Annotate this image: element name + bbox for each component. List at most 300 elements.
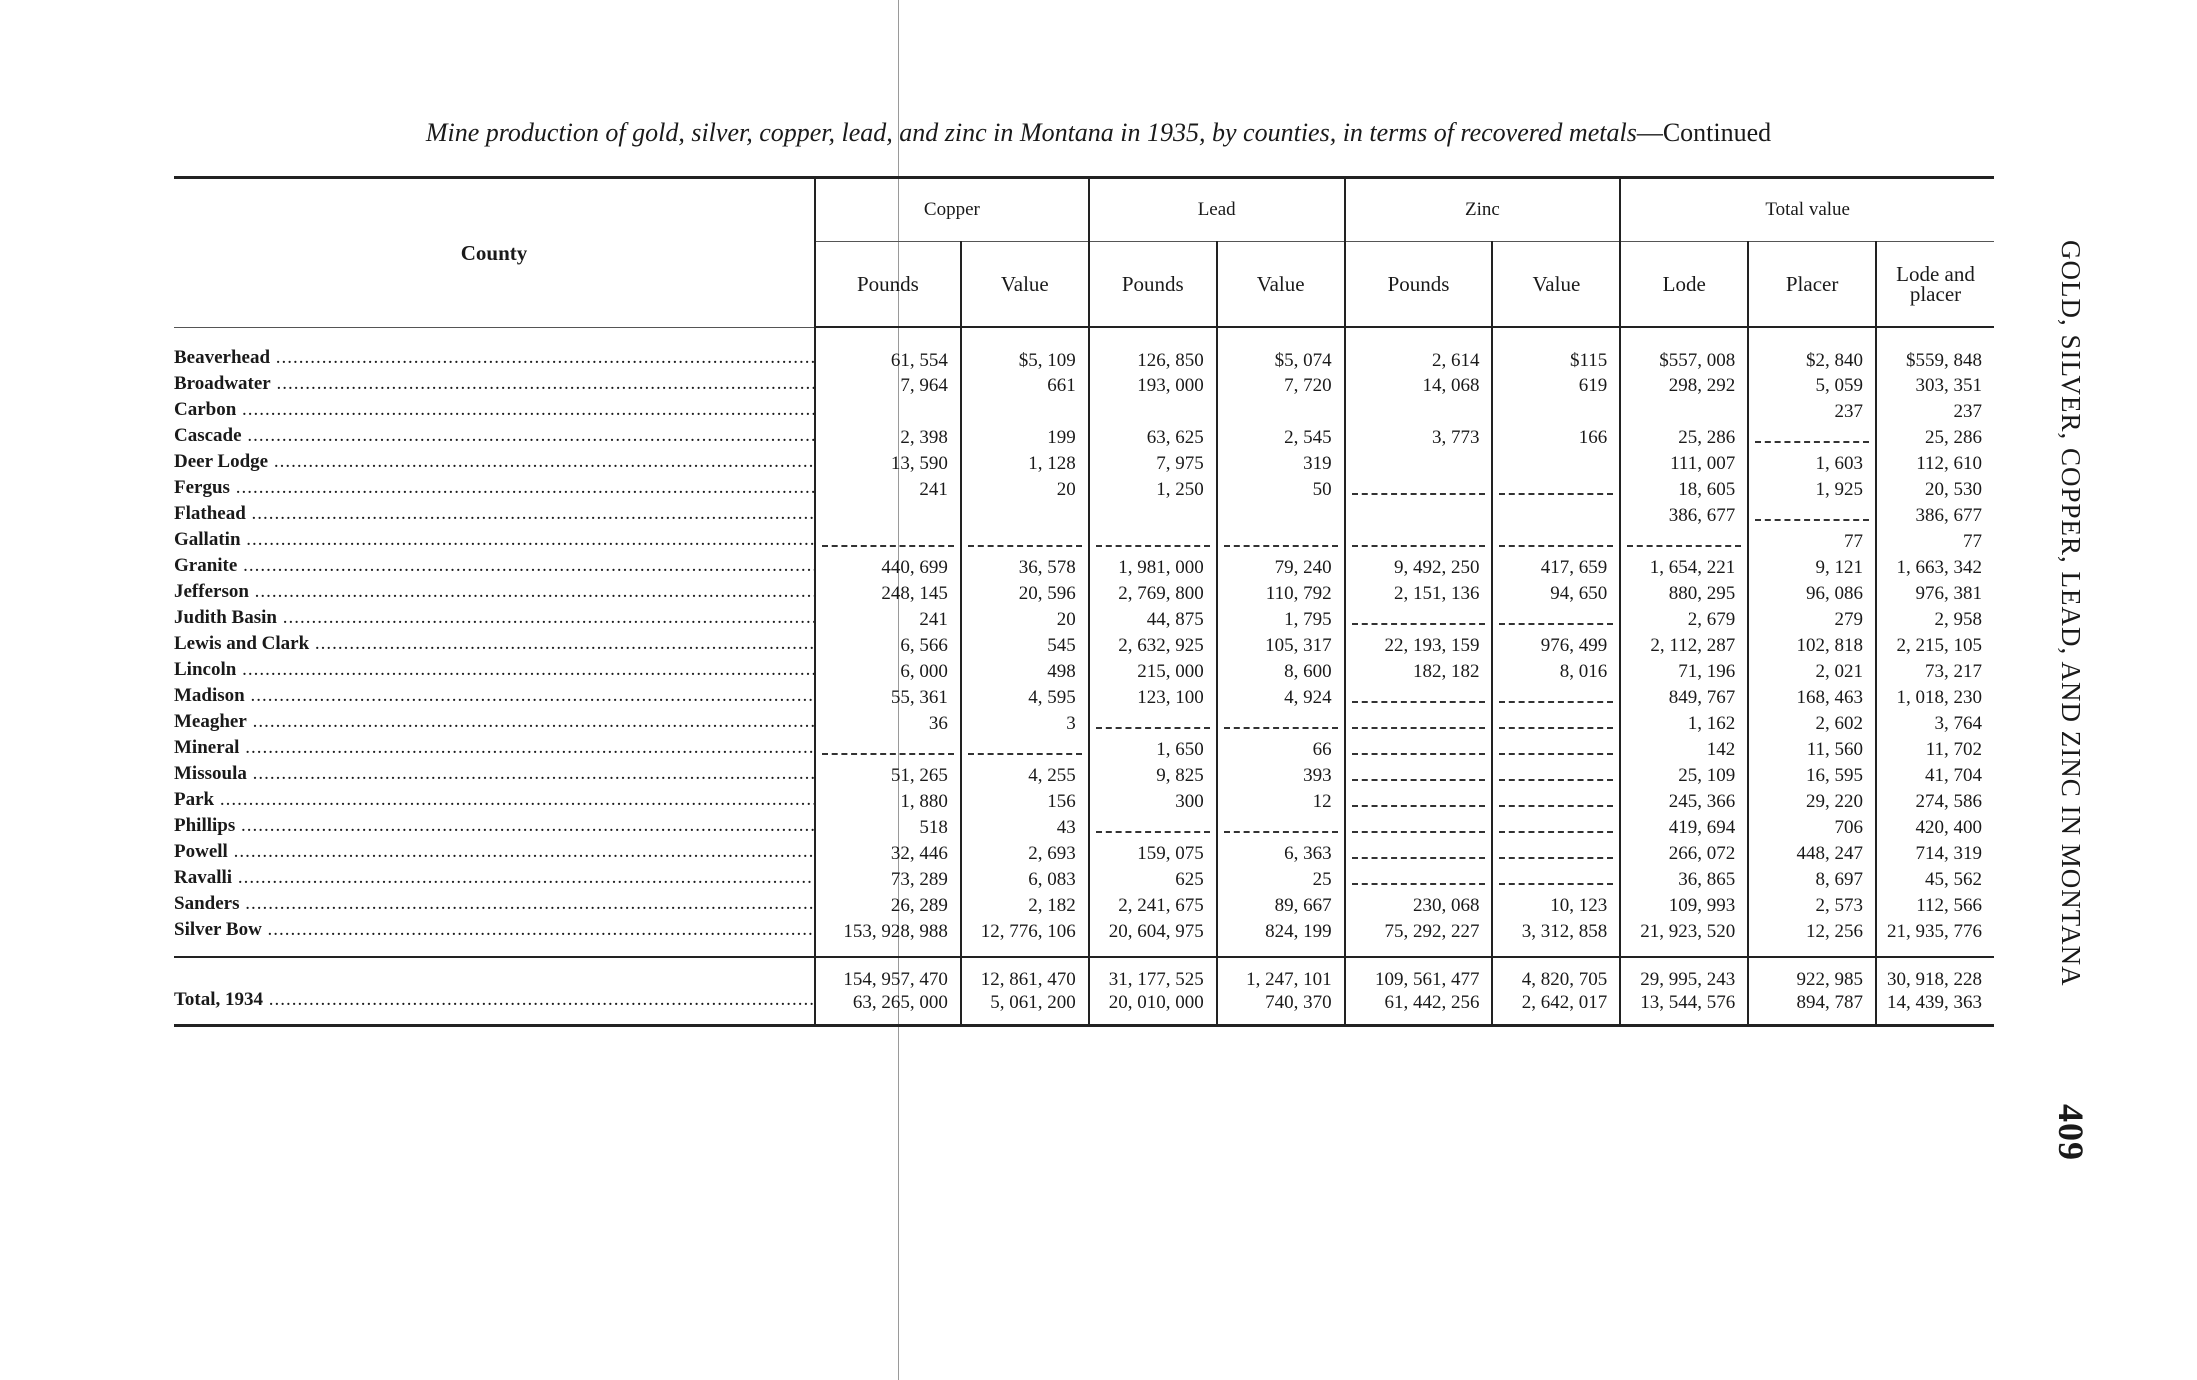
- county-name: [174, 530, 815, 556]
- table-cell: 7, 975: [1089, 452, 1217, 478]
- table-row: [174, 712, 1994, 738]
- dash-leader: [1352, 535, 1486, 547]
- table-row: [174, 920, 1994, 957]
- table-cell: 26, 289: [815, 894, 961, 920]
- table-cell: 36, 865: [1620, 868, 1748, 894]
- table-cell: 25, 286: [1876, 426, 1994, 452]
- dash-leader: [968, 743, 1082, 755]
- table-cell: 29, 220: [1748, 790, 1876, 816]
- table-row: [174, 582, 1994, 608]
- table-cell: 11, 560: [1748, 738, 1876, 764]
- empty-cell-leader: [1492, 712, 1620, 738]
- table-cell: 303, 351: [1876, 374, 1994, 400]
- table-cell: 386, 677: [1876, 504, 1994, 530]
- table-cell: 2, 602: [1748, 712, 1876, 738]
- table-cell: 13, 544, 576: [1620, 990, 1748, 1026]
- subheader-zinc-pounds: Pounds: [1345, 242, 1493, 328]
- empty-cell-leader: [1345, 530, 1493, 556]
- table-cell: [1345, 504, 1493, 530]
- empty-cell-leader: [1492, 530, 1620, 556]
- empty-cell-leader: [815, 738, 961, 764]
- table-cell: $5, 074: [1217, 327, 1345, 374]
- table-cell: 112, 610: [1876, 452, 1994, 478]
- table-cell: 922, 985: [1748, 957, 1876, 991]
- table-row: [174, 530, 1994, 556]
- table-cell: 2, 182: [961, 894, 1089, 920]
- table-row: [174, 556, 1994, 582]
- table-cell: 73, 217: [1876, 660, 1994, 686]
- table-totals: [174, 957, 1994, 1026]
- dash-leader: [1499, 847, 1613, 859]
- table-cell: $5, 109: [961, 327, 1089, 374]
- table-row: [174, 374, 1994, 400]
- table-cell: 112, 566: [1876, 894, 1994, 920]
- table-cell: 498: [961, 660, 1089, 686]
- table-cell: 279: [1748, 608, 1876, 634]
- table-cell: 1, 162: [1620, 712, 1748, 738]
- table-cell: 111, 007: [1620, 452, 1748, 478]
- table-cell: 77: [1876, 530, 1994, 556]
- table-cell: 105, 317: [1217, 634, 1345, 660]
- county-name: [174, 452, 815, 478]
- empty-cell-leader: [1492, 738, 1620, 764]
- dash-leader: [968, 535, 1082, 547]
- empty-cell-leader: [1492, 842, 1620, 868]
- table-cell: 3, 312, 858: [1492, 920, 1620, 957]
- county-name: [174, 764, 815, 790]
- table-row: [174, 686, 1994, 712]
- county-label: Lincoln .....: [174, 660, 814, 681]
- table-cell: 448, 247: [1748, 842, 1876, 868]
- county-name: [174, 790, 815, 816]
- table-cell: 625: [1089, 868, 1217, 894]
- county-label: Powell .....: [174, 842, 814, 863]
- table-cell: [1620, 400, 1748, 426]
- table-cell: 75, 292, 227: [1345, 920, 1493, 957]
- county-name: [174, 426, 815, 452]
- table-cell: 6, 000: [815, 660, 961, 686]
- table-row: [174, 790, 1994, 816]
- table-row: [174, 738, 1994, 764]
- table-cell: 20: [961, 478, 1089, 504]
- county-label: Jefferson .....: [174, 582, 814, 603]
- table-cell: 159, 075: [1089, 842, 1217, 868]
- table-cell: 248, 145: [815, 582, 961, 608]
- county-label: Park .....: [174, 790, 814, 811]
- dash-leader: [1352, 717, 1486, 729]
- table-row: [174, 452, 1994, 478]
- county-name: [174, 816, 815, 842]
- title-continued: —Continued: [1636, 118, 1772, 147]
- table-cell: 44, 875: [1089, 608, 1217, 634]
- table-cell: 31, 177, 525: [1089, 957, 1217, 991]
- table-cell: 1, 925: [1748, 478, 1876, 504]
- table-cell: 619: [1492, 374, 1620, 400]
- table-cell: 1, 603: [1748, 452, 1876, 478]
- county-name: [174, 842, 815, 868]
- dash-leader: [1627, 535, 1741, 547]
- table-cell: 102, 818: [1748, 634, 1876, 660]
- table-cell: 32, 446: [815, 842, 961, 868]
- empty-cell-leader: [961, 530, 1089, 556]
- empty-cell-leader: [815, 530, 961, 556]
- empty-cell-leader: [1492, 868, 1620, 894]
- table-cell: 241: [815, 478, 961, 504]
- empty-cell-leader: [1089, 712, 1217, 738]
- empty-cell-leader: [1748, 426, 1876, 452]
- county-label: Silver Bow .....: [174, 920, 814, 941]
- dash-leader: [1096, 717, 1210, 729]
- table-cell: 63, 265, 000: [815, 990, 961, 1026]
- running-header-text: GOLD, SILVER, COPPER, LEAD, AND ZINC IN MONTANA: [2056, 240, 2086, 987]
- table-cell: 18, 605: [1620, 478, 1748, 504]
- table-cell: 9, 825: [1089, 764, 1217, 790]
- dash-leader: [822, 743, 954, 755]
- dash-leader: [1499, 483, 1613, 495]
- table-cell: [1217, 400, 1345, 426]
- table-cell: $559, 848: [1876, 327, 1994, 374]
- running-header: [2050, 240, 2092, 1161]
- group-header-zinc: Zinc: [1345, 178, 1621, 242]
- dash-leader: [1224, 535, 1338, 547]
- table-cell: 8, 600: [1217, 660, 1345, 686]
- empty-cell-leader: [1345, 868, 1493, 894]
- table-cell: 4, 924: [1217, 686, 1345, 712]
- table-row: [174, 400, 1994, 426]
- table-cell: [1217, 504, 1345, 530]
- empty-cell-leader: [1492, 764, 1620, 790]
- table-cell: 182, 182: [1345, 660, 1493, 686]
- table-cell: [961, 400, 1089, 426]
- table-cell: 77: [1748, 530, 1876, 556]
- table-cell: 7, 964: [815, 374, 961, 400]
- table-cell: 230, 068: [1345, 894, 1493, 920]
- county-name: [174, 634, 815, 660]
- empty-cell-leader: [1089, 530, 1217, 556]
- table-cell: 199: [961, 426, 1089, 452]
- table-cell: 154, 957, 470: [815, 957, 961, 991]
- table-cell: 16, 595: [1748, 764, 1876, 790]
- table-cell: 20: [961, 608, 1089, 634]
- table-cell: 2, 769, 800: [1089, 582, 1217, 608]
- dash-leader: [1499, 691, 1613, 703]
- table-cell: 1, 981, 000: [1089, 556, 1217, 582]
- table-cell: 2, 241, 675: [1089, 894, 1217, 920]
- table-row: [174, 634, 1994, 660]
- table-cell: 89, 667: [1217, 894, 1345, 920]
- dash-leader: [1352, 691, 1486, 703]
- table-cell: 61, 554: [815, 327, 961, 374]
- county-label: Meagher .....: [174, 712, 814, 733]
- table-cell: 8, 697: [1748, 868, 1876, 894]
- dash-leader: [1755, 431, 1869, 443]
- county-label: Flathead .....: [174, 504, 814, 525]
- table-cell: 6, 566: [815, 634, 961, 660]
- county-label: Phillips .....: [174, 816, 814, 837]
- dash-leader: [1352, 483, 1486, 495]
- table-cell: 30, 918, 228: [1876, 957, 1994, 991]
- table-cell: 237: [1876, 400, 1994, 426]
- table-cell: 300: [1089, 790, 1217, 816]
- table-cell: 2, 021: [1748, 660, 1876, 686]
- table-cell: 153, 928, 988: [815, 920, 961, 957]
- table-row: [174, 842, 1994, 868]
- table-cell: 5, 059: [1748, 374, 1876, 400]
- table-cell: 2, 112, 287: [1620, 634, 1748, 660]
- empty-cell-leader: [1345, 686, 1493, 712]
- table-cell: 12, 776, 106: [961, 920, 1089, 957]
- subheader-lode: Lode: [1620, 242, 1748, 328]
- dash-leader: [1352, 613, 1486, 625]
- subheader-lead-value: Value: [1217, 242, 1345, 328]
- empty-cell-leader: [1089, 816, 1217, 842]
- table-cell: 215, 000: [1089, 660, 1217, 686]
- table-cell: 6, 083: [961, 868, 1089, 894]
- page-number: 409: [2051, 1104, 2091, 1162]
- dash-leader: [1096, 535, 1210, 547]
- table-cell: 2, 151, 136: [1345, 582, 1493, 608]
- table-row: [174, 327, 1994, 374]
- table-cell: 2, 215, 105: [1876, 634, 1994, 660]
- table-cell: [815, 400, 961, 426]
- table-cell: $115: [1492, 327, 1620, 374]
- total-row: [174, 990, 1994, 1026]
- county-label: Cascade .....: [174, 426, 814, 447]
- table-cell: 50: [1217, 478, 1345, 504]
- dash-leader: [1352, 873, 1486, 885]
- county-name: [174, 868, 815, 894]
- group-header-total-value: Total value: [1620, 178, 1994, 242]
- table-cell: 2, 614: [1345, 327, 1493, 374]
- dash-leader: [1499, 873, 1613, 885]
- table-cell: 96, 086: [1748, 582, 1876, 608]
- table-cell: 518: [815, 816, 961, 842]
- table-cell: 20, 604, 975: [1089, 920, 1217, 957]
- dash-leader: [1352, 847, 1486, 859]
- table-cell: 4, 595: [961, 686, 1089, 712]
- table-cell: 3, 773: [1345, 426, 1493, 452]
- county-name: [174, 712, 815, 738]
- table-cell: 237: [1748, 400, 1876, 426]
- county-label: Ravalli .....: [174, 868, 814, 889]
- table-cell: 123, 100: [1089, 686, 1217, 712]
- table-cell: 1, 654, 221: [1620, 556, 1748, 582]
- table-row: [174, 894, 1994, 920]
- table-row: [174, 426, 1994, 452]
- county-name: [174, 327, 815, 374]
- table-cell: 419, 694: [1620, 816, 1748, 842]
- table-cell: 41, 704: [1876, 764, 1994, 790]
- table-cell: 393: [1217, 764, 1345, 790]
- table-cell: 2, 958: [1876, 608, 1994, 634]
- table-cell: 894, 787: [1748, 990, 1876, 1026]
- table-cell: 4, 255: [961, 764, 1089, 790]
- county-name: [174, 582, 815, 608]
- table-cell: 71, 196: [1620, 660, 1748, 686]
- dash-leader: [1224, 821, 1338, 833]
- empty-cell-leader: [1345, 608, 1493, 634]
- table-cell: 440, 699: [815, 556, 961, 582]
- table-cell: 976, 381: [1876, 582, 1994, 608]
- subheader-zinc-value: Value: [1492, 242, 1620, 328]
- table-row: [174, 504, 1994, 530]
- table-cell: 245, 366: [1620, 790, 1748, 816]
- table-cell: 25: [1217, 868, 1345, 894]
- subheader-lead-pounds: Pounds: [1089, 242, 1217, 328]
- table-cell: 55, 361: [815, 686, 961, 712]
- table-row: [174, 816, 1994, 842]
- table-cell: 5, 061, 200: [961, 990, 1089, 1026]
- table-cell: 11, 702: [1876, 738, 1994, 764]
- county-name: [174, 686, 815, 712]
- table-cell: 21, 923, 520: [1620, 920, 1748, 957]
- empty-cell-leader: [1345, 764, 1493, 790]
- dash-leader: [1096, 821, 1210, 833]
- empty-cell-leader: [1492, 478, 1620, 504]
- table-row: [174, 764, 1994, 790]
- table-cell: 51, 265: [815, 764, 961, 790]
- dash-leader: [822, 535, 954, 547]
- table-cell: [1492, 452, 1620, 478]
- table-cell: 420, 400: [1876, 816, 1994, 842]
- dash-leader: [1352, 769, 1486, 781]
- dash-leader: [1224, 717, 1338, 729]
- table-row: [174, 478, 1994, 504]
- table-cell: 417, 659: [1492, 556, 1620, 582]
- table-cell: 1, 018, 230: [1876, 686, 1994, 712]
- county-name: [174, 504, 815, 530]
- county-name: [174, 957, 815, 991]
- dash-leader: [1499, 717, 1613, 729]
- table-cell: 166: [1492, 426, 1620, 452]
- empty-cell-leader: [1492, 686, 1620, 712]
- county-name: [174, 478, 815, 504]
- table-cell: 36, 578: [961, 556, 1089, 582]
- table-cell: 2, 632, 925: [1089, 634, 1217, 660]
- table-cell: 706: [1748, 816, 1876, 842]
- table-cell: 545: [961, 634, 1089, 660]
- table-cell: 976, 499: [1492, 634, 1620, 660]
- empty-cell-leader: [1345, 790, 1493, 816]
- table-cell: 1, 880: [815, 790, 961, 816]
- subheader-lode-and-placer: Lode and placer: [1876, 242, 1994, 328]
- table-cell: 241: [815, 608, 961, 634]
- empty-cell-leader: [1217, 816, 1345, 842]
- table-cell: 109, 561, 477: [1345, 957, 1493, 991]
- table-cell: 1, 663, 342: [1876, 556, 1994, 582]
- table-cell: 66: [1217, 738, 1345, 764]
- table-cell: [1345, 452, 1493, 478]
- table-cell: 1, 247, 101: [1217, 957, 1345, 991]
- empty-cell-leader: [1345, 738, 1493, 764]
- table-cell: 156: [961, 790, 1089, 816]
- table-cell: 274, 586: [1876, 790, 1994, 816]
- dash-leader: [1499, 769, 1613, 781]
- table-cell: 61, 442, 256: [1345, 990, 1493, 1026]
- table-cell: 1, 250: [1089, 478, 1217, 504]
- empty-cell-leader: [1345, 842, 1493, 868]
- empty-cell-leader: [1345, 816, 1493, 842]
- dash-leader: [1499, 821, 1613, 833]
- empty-cell-leader: [1492, 608, 1620, 634]
- table-cell: 109, 993: [1620, 894, 1748, 920]
- table-cell: 9, 121: [1748, 556, 1876, 582]
- table-cell: 9, 492, 250: [1345, 556, 1493, 582]
- empty-cell-leader: [1492, 790, 1620, 816]
- county-label: Sanders .....: [174, 894, 814, 915]
- table-cell: 20, 010, 000: [1089, 990, 1217, 1026]
- table-cell: [1492, 504, 1620, 530]
- table-cell: 21, 935, 776: [1876, 920, 1994, 957]
- table-cell: 36: [815, 712, 961, 738]
- table-cell: 2, 642, 017: [1492, 990, 1620, 1026]
- dash-leader: [1352, 821, 1486, 833]
- dash-leader: [1499, 535, 1613, 547]
- table-cell: 1, 650: [1089, 738, 1217, 764]
- county-name: [174, 738, 815, 764]
- table-cell: 298, 292: [1620, 374, 1748, 400]
- table-cell: 2, 679: [1620, 608, 1748, 634]
- table-cell: 29, 995, 243: [1620, 957, 1748, 991]
- county-label: Granite .....: [174, 556, 814, 577]
- table-cell: 3: [961, 712, 1089, 738]
- table-cell: [1089, 400, 1217, 426]
- dash-leader: [1499, 743, 1613, 755]
- county-name: [174, 660, 815, 686]
- table-cell: 12, 256: [1748, 920, 1876, 957]
- county-label: Judith Basin .....: [174, 608, 814, 629]
- table-cell: 14, 068: [1345, 374, 1493, 400]
- county-label: Madison .....: [174, 686, 814, 707]
- table-cell: 3, 764: [1876, 712, 1994, 738]
- table-cell: 266, 072: [1620, 842, 1748, 868]
- county-name: [174, 894, 815, 920]
- table-row: [174, 868, 1994, 894]
- table-cell: 4, 820, 705: [1492, 957, 1620, 991]
- subheader-placer: Placer: [1748, 242, 1876, 328]
- table-cell: 849, 767: [1620, 686, 1748, 712]
- table-cell: $557, 008: [1620, 327, 1748, 374]
- table-cell: 7, 720: [1217, 374, 1345, 400]
- table-row: [174, 608, 1994, 634]
- county-label: Broadwater .....: [174, 374, 814, 395]
- county-label: Mineral .....: [174, 738, 814, 759]
- empty-cell-leader: [1620, 530, 1748, 556]
- table-cell: 2, 573: [1748, 894, 1876, 920]
- table-cell: 14, 439, 363: [1876, 990, 1994, 1026]
- table-cell: 43: [961, 816, 1089, 842]
- empty-cell-leader: [1217, 712, 1345, 738]
- table-cell: 193, 000: [1089, 374, 1217, 400]
- table-cell: 22, 193, 159: [1345, 634, 1493, 660]
- empty-cell-leader: [961, 738, 1089, 764]
- county-label: Total, 1934 .....: [174, 990, 814, 1011]
- dash-leader: [1499, 795, 1613, 807]
- table-cell: 25, 286: [1620, 426, 1748, 452]
- county-name: [174, 400, 815, 426]
- county-name: [174, 608, 815, 634]
- production-table: [174, 176, 1994, 1027]
- table-cell: 386, 677: [1620, 504, 1748, 530]
- dash-leader: [1352, 743, 1486, 755]
- table-cell: 25, 109: [1620, 764, 1748, 790]
- table-cell: 10, 123: [1492, 894, 1620, 920]
- table-row: [174, 660, 1994, 686]
- table-cell: 73, 289: [815, 868, 961, 894]
- table-cell: 94, 650: [1492, 582, 1620, 608]
- table-cell: [961, 504, 1089, 530]
- county-label: Gallatin .....: [174, 530, 814, 551]
